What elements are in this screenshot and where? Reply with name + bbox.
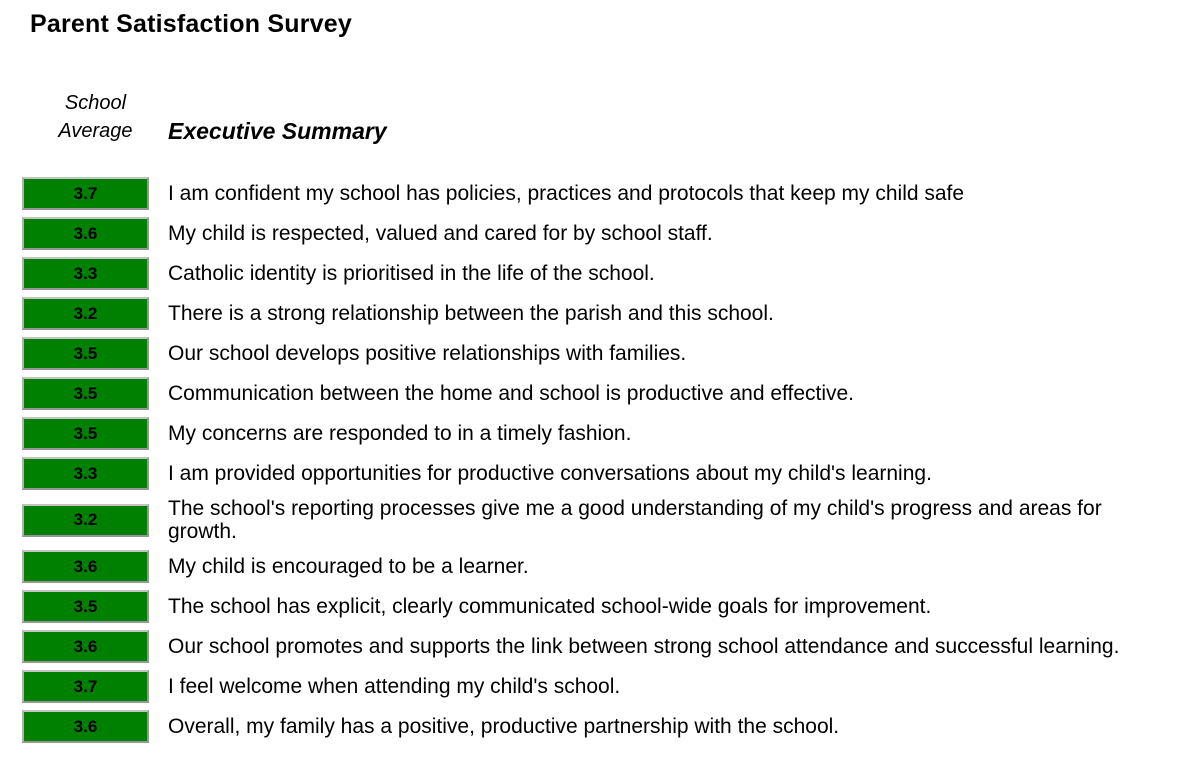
- survey-row: [0, 177, 1200, 210]
- score-badge: [22, 710, 149, 743]
- score-header-line2: Average: [58, 120, 133, 142]
- survey-row: [0, 377, 1200, 410]
- statement-text: There is a strong relationship between the parish and this school.: [168, 302, 774, 325]
- score-badge: [22, 377, 149, 410]
- survey-row: [0, 297, 1200, 330]
- statement-text: I am provided opportunities for productive conversations about my child's learning.: [168, 462, 932, 485]
- statement-text: My concerns are responded to in a timely fashion.: [168, 422, 632, 445]
- score-value: 3.5: [73, 343, 98, 363]
- score-value: 3.7: [73, 676, 98, 696]
- score-value: 3.2: [73, 303, 98, 323]
- survey-row: [0, 497, 1200, 543]
- score-column-header: [22, 89, 149, 145]
- survey-row: [0, 550, 1200, 583]
- score-value: 3.6: [73, 636, 98, 656]
- score-value: 3.3: [73, 263, 98, 283]
- statement-text: The school's reporting processes give me a good understanding of my child's progress and areas for growth.: [168, 497, 1102, 543]
- column-headers: [0, 89, 1200, 145]
- score-badge: [22, 590, 149, 623]
- score-value: 3.6: [73, 223, 98, 243]
- score-badge: [22, 504, 149, 537]
- statement-text: My child is encouraged to be a learner.: [168, 555, 529, 578]
- survey-row: [0, 590, 1200, 623]
- score-value: 3.7: [73, 183, 98, 203]
- statement-text: I feel welcome when attending my child's school.: [168, 675, 621, 698]
- statement-text: My child is respected, valued and cared for by school staff.: [168, 222, 713, 245]
- score-value: 3.6: [73, 716, 98, 736]
- survey-row: [0, 630, 1200, 663]
- score-header-line1: School: [64, 92, 127, 114]
- score-value: 3.5: [73, 423, 98, 443]
- statement-text: Our school develops positive relationships with families.: [168, 342, 687, 365]
- statement-text: Catholic identity is prioritised in the life of the school.: [168, 262, 655, 285]
- survey-row: [0, 710, 1200, 743]
- score-badge: [22, 417, 149, 450]
- score-value: 3.6: [73, 556, 98, 576]
- score-value: 3.3: [73, 463, 98, 483]
- survey-row: [0, 457, 1200, 490]
- score-badge: [22, 177, 149, 210]
- survey-row: [0, 257, 1200, 290]
- score-badge: [22, 337, 149, 370]
- survey-row: [0, 417, 1200, 450]
- survey-rows: [0, 177, 1200, 743]
- score-badge: [22, 257, 149, 290]
- score-badge: [22, 630, 149, 663]
- statement-text: Overall, my family has a positive, productive partnership with the school.: [168, 715, 840, 738]
- survey-row: [0, 670, 1200, 703]
- score-value: 3.5: [73, 596, 98, 616]
- survey-row: [0, 337, 1200, 370]
- score-value: 3.2: [73, 510, 98, 529]
- statement-text: Our school promotes and supports the link between strong school attendance and successful learning.: [168, 635, 1120, 658]
- statement-text: Communication between the home and school is productive and effective.: [168, 382, 855, 405]
- score-badge: [22, 550, 149, 583]
- score-value: 3.5: [73, 383, 98, 403]
- summary-column-header: Executive Summary: [168, 118, 387, 144]
- survey-row: [0, 217, 1200, 250]
- score-badge: [22, 457, 149, 490]
- statement-text: I am confident my school has policies, practices and protocols that keep my child safe: [168, 182, 965, 205]
- score-badge: [22, 217, 149, 250]
- page-title: Parent Satisfaction Survey: [30, 10, 352, 38]
- score-badge: [22, 297, 149, 330]
- score-badge: [22, 670, 149, 703]
- statement-text: The school has explicit, clearly communicated school-wide goals for improvement.: [168, 595, 932, 618]
